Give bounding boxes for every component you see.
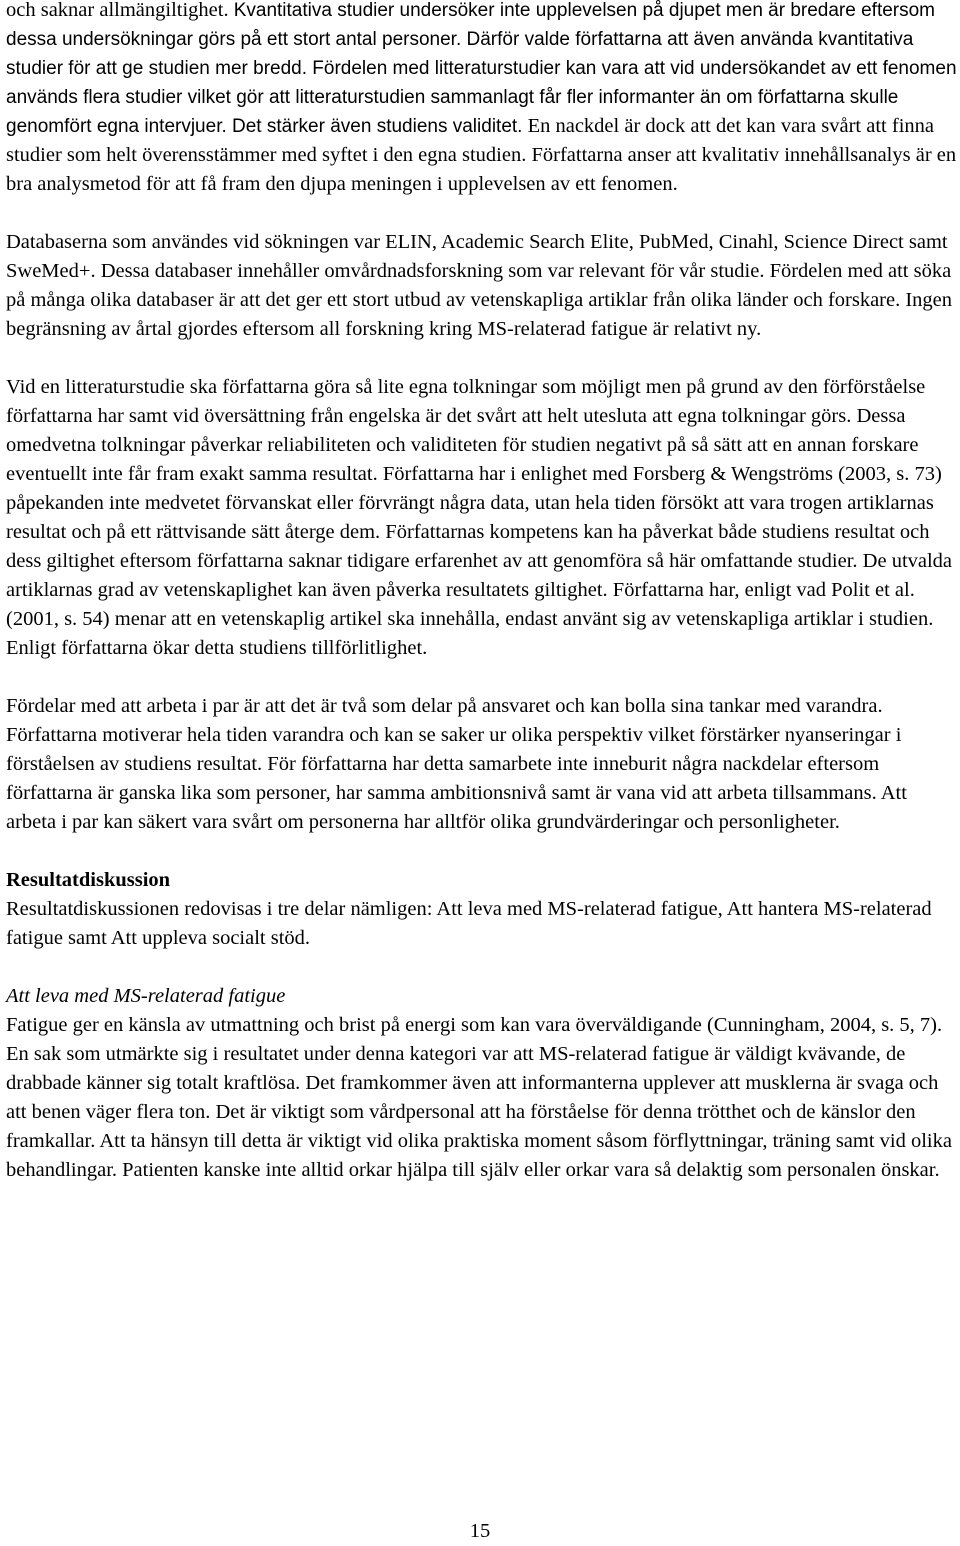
paragraph-text-sans: Kvantitativa studier undersöker inte upplevelsen på djupet men är bredare eftersom dessa undersökningar görs på ett stort antal personer. Därför valde författarna att även använda kvantitativa studier för att ge studien mer bredd. Fördelen med litteraturstudier kan vara att vid undersökandet av ett fenomen används flera studier vilket gör att litteraturstudien sammanlagt får fler informanter än om författarna skulle genomfört egna intervjuer. Det stärker även studiens validitet.	[6, 0, 957, 137]
document-page	[6, 0, 958, 1214]
section-intro: Resultatdiskussionen redovisas i tre delar nämligen: Att leva med MS-relaterad fatigue, Att hantera MS-relaterad fatigue samt Att uppleva socialt stöd.	[6, 898, 932, 949]
paragraph-pair-work: Fördelar med att arbeta i par är att det är två som delar på ansvaret och kan bolla sina tankar med varandra. Författarna motiverar hela tiden varandra och kan se saker ur olika perspektiv vilket förstärker nyanseringar i förståelsen av studiens resultat. För författarna har detta samarbete inte inneburit några nackdelar eftersom författarna är ganska lika som personer, har samma ambitionsnivå samt är vana vid att arbeta tillsammans. Att arbeta i par kan säkert vara svårt om personerna har alltför olika grundvärderingar och personligheter.	[6, 695, 907, 833]
section-heading: Resultatdiskussion	[6, 869, 171, 891]
paragraph-databases: Databaserna som användes vid sökningen var ELIN, Academic Search Elite, PubMed, Cinahl, Science Direct samt SweMed+. Dessa databaser innehåller omvårdnadsforskning som var relevant för vår studie. Fördelen med att söka på många olika databaser är att det ger ett stort utbud av vetenskapliga artiklar från olika länder och forskare. Ingen begränsning av årtal gjordes eftersom all forskning kring MS-relaterad fatigue är relativt ny.	[6, 231, 953, 340]
subsection-body: Fatigue ger en känsla av utmattning och brist på energi som kan vara överväldigande (Cunningham, 2004, s. 5, 7). En sak som utmärkte sig i resultatet under denna kategori var att MS-relaterad fatigue är väldigt kvävande, de drabbade känner sig totalt kraftlösa. Det framkommer även att informanterna upplever att musklerna är svaga och att benen väger flera ton. Det är viktigt som vårdpersonal att ha förståelse för denna trötthet och de känslor den framkallar. Att ta hänsyn till detta är viktigt vid olika praktiska moment såsom förflyttningar, träning samt vid olika behandlingar. Patienten kanske inte alltid orkar hjälpa till själv eller orkar vara så delaktig som personalen önskar.	[6, 1014, 952, 1181]
paragraph-text: En nackdel är dock att det kan vara svårt att finna studier som helt överensstämmer med syftet i den egna studien. Författarna anser att kvalitativ innehållsanalys är en bra analysmetod för att få fram den djupa meningen i upplevelsen av ett fenomen.	[6, 115, 957, 195]
paragraph-interpretation: Vid en litteraturstudie ska författarna göra så lite egna tolkningar som möjligt men på grund av den förförståelse författarna har samt vid översättning från engelska är det svårt att helt utesluta att egna tolkningar görs. Dessa omedvetna tolkningar påverkar reliabiliteten och validiteten för studien negativt på så sätt att en annan forskare eventuellt inte får fram exakt samma resultat. Författarna har i enlighet med Forsberg & Wengströms (2003, s. 73) påpekanden inte medvetet förvanskat eller förvrängt några data, utan hela tiden försökt att vara trogen artiklarnas resultat och på ett rättvisande sätt återge dem. Författarnas kompetens kan ha påverkat både studiens resultat och dess giltighet eftersom författarna saknar tidigare erfarenhet av att genomföra så här omfattande studier. De utvalda artiklarnas grad av vetenskaplighet kan även påverka resultatets giltighet. Författarna har, enligt vad Polit et al. (2001, s. 54) menar att en vetenskaplig artikel ska innehålla, endast använt sig av vetenskapliga artiklar i studien. Enligt författarna ökar detta studiens tillförlitlighet.	[6, 376, 953, 659]
paragraph-text: och saknar allmängiltighet.	[6, 0, 234, 21]
page-number: 15	[469, 1520, 491, 1542]
paragraph-limitations	[6, 0, 958, 199]
subsection-heading: Att leva med MS-relaterad fatigue	[6, 985, 286, 1007]
